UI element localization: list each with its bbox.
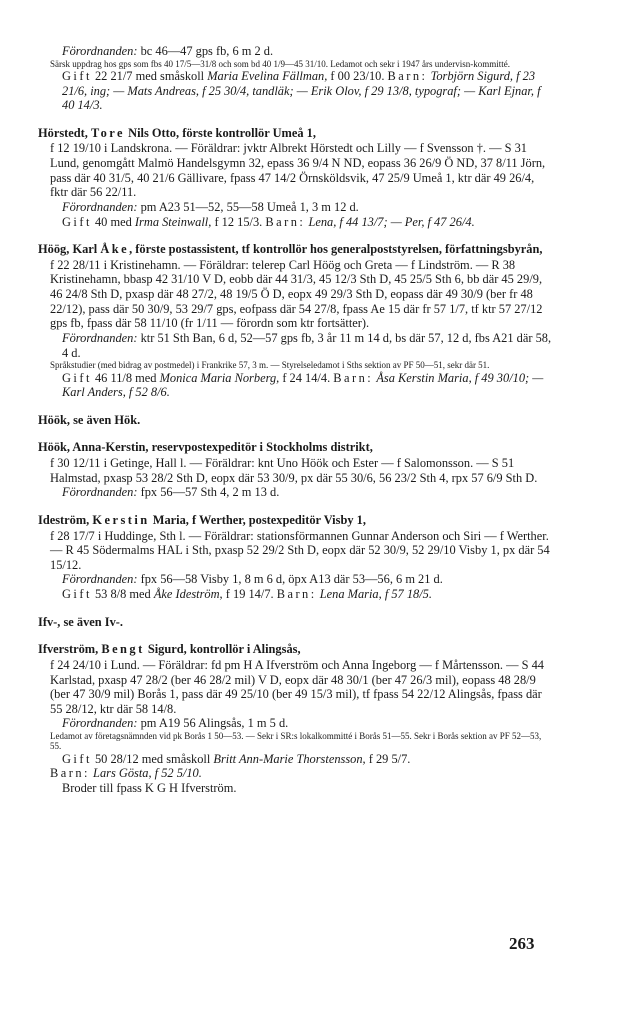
entry-hoog bbox=[38, 242, 552, 400]
spouse-name: Åke Ideström, bbox=[153, 587, 223, 602]
note: Språkstudier (med bidrag av postmedel) i Frankrike 57, 3 m. — Styrelseledamot i Sths sektion av PF 50—51, sekr där 51. bbox=[50, 360, 490, 371]
children: Åsa Kerstin Maria, f 49 30/10; — Karl Anders, f 52 8/6. bbox=[62, 370, 544, 400]
gift-label: Gift bbox=[62, 587, 92, 602]
appointments-label: Förordnanden: bbox=[62, 572, 138, 587]
gift-text: 40 med bbox=[91, 214, 135, 229]
appointments-line bbox=[38, 572, 552, 587]
title: , förste postassistent, tf kontrollör hos generalpoststyrelsen, författningsbyrån, bbox=[129, 242, 543, 257]
gift-label: Gift bbox=[62, 751, 92, 766]
note: Särsk uppdrag hos gps som fbs 40 17/5—31/8 och som bd 40 1/9—45 31/10. Ledamot och sekr i 1947 års undervisn-kommitté. bbox=[50, 58, 510, 69]
appointments-text: fpx 56—58 Visby 1, 8 m 6 d, öpx A13 där 53—56, 6 m 21 d. bbox=[137, 572, 443, 587]
appointments-text: ktr 51 Sth Ban, 6 d, 52—57 gps fb, 3 år 11 m 14 d, bs där 57, 12 d, fbs A21 där 58, 4 d. bbox=[62, 330, 552, 360]
appointments-line bbox=[38, 331, 552, 360]
appointments-line bbox=[38, 200, 552, 215]
title: Sigurd, kontrollör i Alingsås, bbox=[144, 642, 301, 657]
surname: Höög, bbox=[38, 242, 70, 257]
children: Lena Maria, f 57 18/5. bbox=[319, 587, 432, 602]
surname: Ifverström, bbox=[38, 642, 99, 657]
entry-heading bbox=[38, 642, 552, 657]
given-name: Kerstin bbox=[92, 512, 150, 527]
children-label: Barn: bbox=[265, 214, 306, 229]
spouse-name: Irma Steinwall, bbox=[134, 214, 212, 229]
appointments-line bbox=[38, 44, 552, 59]
biography: f 22 28/11 i Kristinehamn. — Föräldrar: telerep Carl Höög och Greta — f Lindström. — R 38 Kristinehamn, bbasp 42 31/10 V D, eobb där 44 31/3, 45 12/3 Sth D, 45 25/5 Sth 6, bb där 45 29/9, 46 24/8 Sth D, pxasp där 48 27/2, 48 19/5 Ö D, eopx 49 29/3 Sth D, eopass där 49 30/9 (ber fr 48 22/12), pass där 50 30/9, 53 29/7 gps, eofpass där 54 27/8, fpass Ae 15 där fr 57 1/7, tf ktr 57 27/12 gps fb, fpass där 58 11/10 (fr 1/11 — förordn som ktr fortsätter). bbox=[50, 257, 543, 331]
title: Nils Otto, förste kontrollör Umeå 1, bbox=[128, 125, 316, 140]
gift-text: 53 8/8 med bbox=[91, 587, 154, 602]
appointments-line bbox=[38, 485, 552, 500]
biography: f 30 12/11 i Getinge, Hall l. — Föräldrar: knt Uno Höök och Ester — f Salomonsson. — S 51 Halmstad, pxasp 53 28/2 Sth D, eopx där 53 30/9, px där 55 30/6, 56 23/2 Sth 4, rpx 57 6/9 Sth D. bbox=[50, 456, 538, 485]
appointments-label: Förordnanden: bbox=[62, 485, 138, 500]
appointments-text: pm A23 51—52, 55—58 Umeå 1, 3 m 12 d. bbox=[137, 199, 359, 214]
surname: Ideström, bbox=[38, 512, 90, 527]
marriage-line bbox=[38, 215, 552, 230]
gift-label: Gift bbox=[62, 370, 92, 385]
text-column bbox=[38, 44, 552, 809]
spouse-name: Britt Ann-Marie Thorstensson, bbox=[213, 751, 366, 766]
marriage-line bbox=[38, 587, 552, 602]
entry-horstedt bbox=[38, 126, 552, 229]
spouse-name: Maria Evelina Fällman, bbox=[207, 68, 328, 83]
entry-hook bbox=[38, 440, 552, 500]
sibling-note: Broder till fpass K G H Ifverström. bbox=[62, 781, 237, 795]
appointments-label: Förordnanden: bbox=[62, 716, 138, 731]
gift-text: 50 28/12 med småskoll bbox=[91, 751, 214, 766]
page-number: 263 bbox=[509, 934, 535, 953]
appointments-label: Förordnanden: bbox=[62, 44, 138, 58]
gift-text: 22 21/7 med småskoll bbox=[91, 68, 208, 83]
surname: Hörstedt, bbox=[38, 125, 88, 140]
children: Lena, f 44 13/7; — Per, f 47 26/4. bbox=[308, 214, 475, 229]
children-label: Barn: bbox=[387, 68, 428, 83]
biography: f 28 17/7 i Huddinge, Sth l. — Föräldrar: stationsförmannen Gunnar Anderson och Siri — f Werther. — R 45 Södermalms HAL i Sth, pxasp 52 29/2 Sth D, eopx där 52 30/9, 52 29/10 Visby 1, px där 54 15/12. bbox=[50, 528, 550, 572]
biography: f 12 19/10 i Landskrona. — Föräldrar: jvktr Albrekt Hörstedt och Lilly — f Svensson †. — S 31 Lund, genomgått Malmö Handelsgymn 32, epass 36 9/4 N ND, eopass 36 26/9 Ö ND, 37 8/11 Jörn, pass där 40 31/5, 40 21/6 Gällivare, fpass 47 14/2 Örnsköldsvik, 47 25/9 Umeå 1, ktr där 49 26/4, fktr där 56 22/11. bbox=[50, 141, 546, 200]
children-label: Barn: bbox=[50, 766, 90, 781]
entry-idestrom bbox=[38, 513, 552, 602]
gift-text-2: f 29 5/7. bbox=[365, 751, 411, 766]
page bbox=[38, 0, 552, 1020]
marriage-line bbox=[38, 69, 552, 113]
children-line bbox=[38, 766, 552, 781]
entry-ifverstrom bbox=[38, 642, 552, 795]
appointments-label: Förordnanden: bbox=[62, 199, 138, 214]
appointments-text: pm A19 56 Alingsås, 1 m 5 d. bbox=[137, 716, 289, 731]
gift-label: Gift bbox=[62, 68, 92, 83]
gift-text-2: f 24 14/4. bbox=[279, 370, 334, 385]
first-name: Karl bbox=[72, 242, 98, 257]
given-name: Åke bbox=[100, 242, 130, 257]
given-name: Bengt bbox=[101, 642, 145, 657]
children: Torbjörn Sigurd, f 23 21/6, ing; — Mats Andreas, f 25 30/4, tandläk; — Erik Olov, f 29 13/8, typograf; — Karl Ejnar, f 40 14/3. bbox=[62, 68, 541, 113]
entry-heading: Höök, Anna-Kerstin, reservpostexpeditör i Stockholms distrikt, bbox=[38, 440, 373, 455]
children-label: Barn: bbox=[333, 370, 374, 385]
entry-heading bbox=[38, 126, 552, 141]
title: Maria, f Werther, postexpeditör Visby 1, bbox=[149, 512, 366, 527]
appointments-line bbox=[38, 716, 552, 731]
marriage-line bbox=[38, 371, 552, 400]
children: Lars Gösta, f 52 5/10. bbox=[93, 766, 202, 781]
marriage-line bbox=[38, 752, 552, 767]
gift-text: 46 11/8 med bbox=[91, 370, 160, 385]
given-name: Tore bbox=[91, 125, 126, 140]
entry-fragment bbox=[38, 44, 552, 113]
appointments-label: Förordnanden: bbox=[62, 330, 138, 345]
entry-heading bbox=[38, 513, 552, 528]
gift-text-2: f 00 23/10. bbox=[327, 68, 388, 83]
biography: f 24 24/10 i Lund. — Föräldrar: fd pm H A Ifverström och Anna Ingeborg — f Mårtensson. — S 44 Karlstad, pxasp 47 28/2 (ber 46 28/2 mil) V D, eopx där 48 30/1 (ber 47 26/3 mil), eopass 48 28/9 (ber 47 30/9 mil) Borås 1, pass där 49 25/10 (ber 49 15/3 mil), tf fpass 54 22/12 Alingsås, fpass där 55 28/12, ktr där 58 14/8. bbox=[50, 657, 544, 716]
entry-heading bbox=[38, 242, 552, 257]
spouse-name: Monica Maria Norberg, bbox=[159, 370, 280, 385]
cross-reference: Höök, se även Hök. bbox=[38, 412, 141, 427]
appointments-text: fpx 56—57 Sth 4, 2 m 13 d. bbox=[137, 485, 280, 500]
gift-text-2: f 19 14/7. bbox=[222, 587, 277, 602]
gift-text-2: f 12 15/3. bbox=[211, 214, 266, 229]
note: Ledamot av företagsnämnden vid pk Borås 1 50—53. — Sekr i SR:s lokalkommitté i Borås 51—55. Sekr i Borås sektion av PF 52—53, 55. bbox=[50, 731, 542, 752]
children-label: Barn: bbox=[276, 587, 317, 602]
cross-reference: Ifv-, se även Iv-. bbox=[38, 614, 124, 629]
appointments-text: bc 46—47 gps fb, 6 m 2 d. bbox=[137, 44, 274, 58]
gift-label: Gift bbox=[62, 214, 92, 229]
